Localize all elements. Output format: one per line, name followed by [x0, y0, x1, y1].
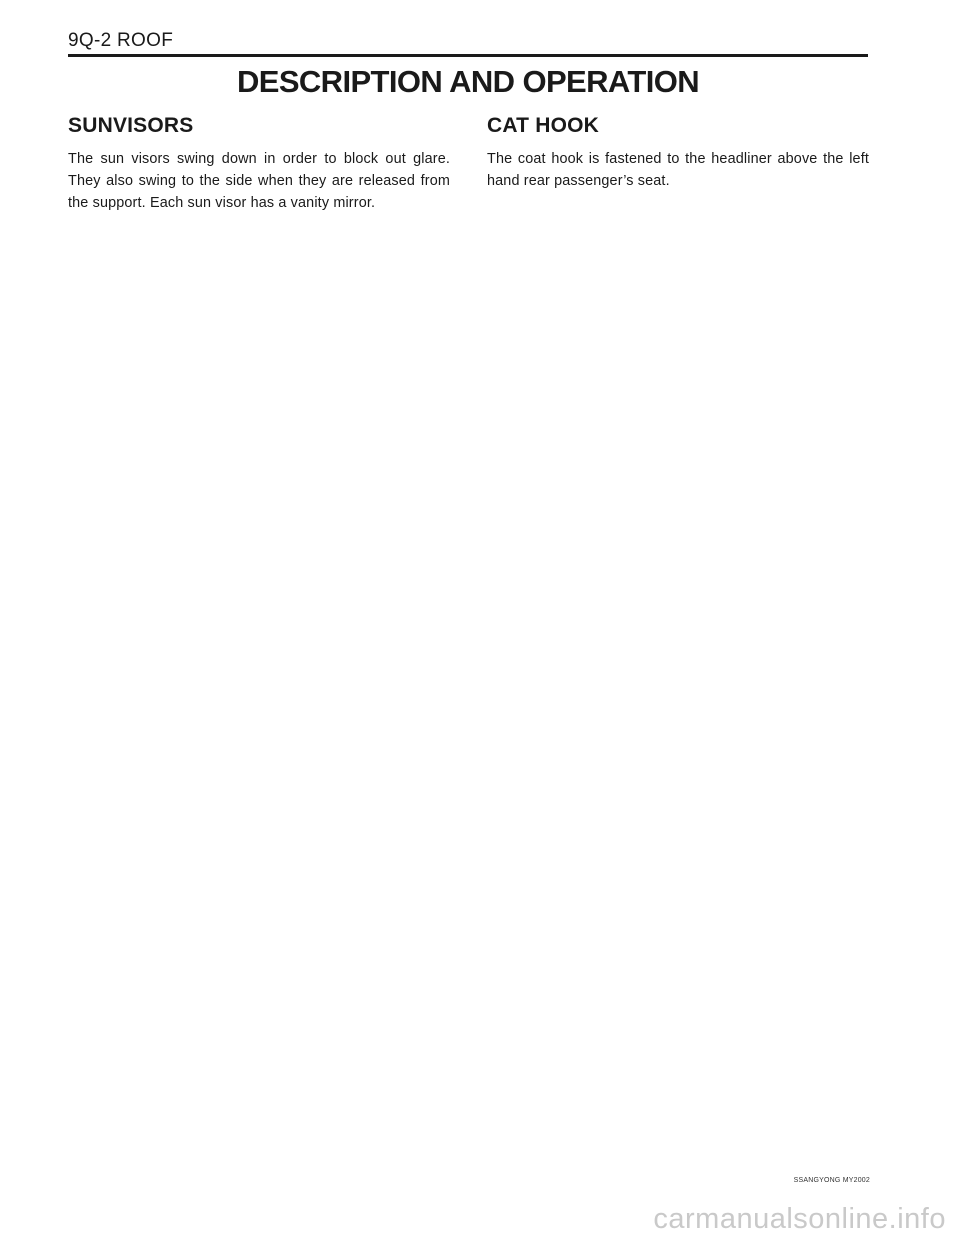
- section-sunvisors: [68, 114, 450, 214]
- section-body: The coat hook is fastened to the headliner above the left hand rear passenger’s seat.: [487, 151, 869, 189]
- footer-model-code: SSANGYONG MY2002: [793, 1177, 870, 1184]
- section-body: The sun visors swing down in order to block out glare. They also swing to the side when they are released from the support. Each sun visor has a vanity mirror.: [68, 151, 450, 211]
- section-heading: CAT HOOK: [487, 114, 600, 137]
- section-heading: SUNVISORS: [68, 114, 194, 137]
- section-coat-hook: [487, 114, 869, 192]
- running-head: 9Q-2 ROOF: [68, 30, 174, 51]
- header-rule: [68, 54, 868, 57]
- page-title: DESCRIPTION AND OPERATION: [236, 64, 700, 99]
- watermark: carmanualsonline.info: [653, 1203, 946, 1235]
